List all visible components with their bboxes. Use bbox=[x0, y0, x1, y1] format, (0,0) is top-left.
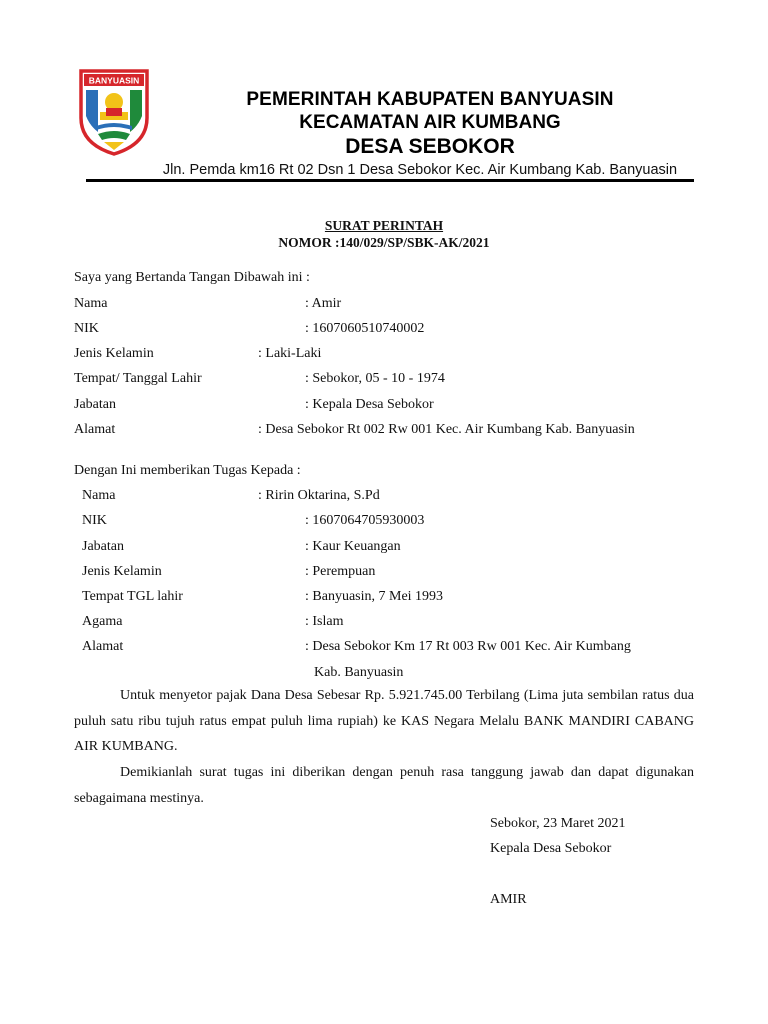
assignee-label-birth: Tempat TGL lahir bbox=[82, 589, 183, 604]
signer-label-gender: Jenis Kelamin bbox=[74, 346, 154, 361]
letterhead bbox=[160, 88, 700, 159]
district-name: KECAMATAN AIR KUMBANG bbox=[299, 112, 561, 133]
assignee-label-position: Jabatan bbox=[82, 539, 124, 554]
assignee-value-name: : Ririn Oktarina, S.Pd bbox=[258, 488, 380, 503]
assignee-value-nik: : 1607064705930003 bbox=[305, 513, 425, 528]
signer-label-position: Jabatan bbox=[74, 397, 116, 412]
assignee-label-address: Alamat bbox=[82, 639, 124, 654]
intro-text: Saya yang Bertanda Tangan Dibawah ini : bbox=[74, 270, 310, 285]
assignee-label-religion: Agama bbox=[82, 614, 123, 629]
body-paragraph-1: Untuk menyetor pajak Dana Desa Sebesar Rp. 5.921.745.00 Terbilang (Lima juta sembilan ratus dua puluh satu ribu tujuh ratus empat puluh lima rupiah) ke KAS Negara Melalu BANK MANDIRI CABANG AIR KUMBANG. bbox=[74, 688, 694, 754]
assignee-label-nik: NIK bbox=[82, 513, 107, 528]
signature-name: AMIR bbox=[490, 892, 527, 907]
letterhead-divider bbox=[86, 179, 694, 182]
signature-place-date: Sebokor, 23 Maret 2021 bbox=[490, 816, 626, 831]
assignee-value-position: : Kaur Keuangan bbox=[305, 539, 401, 554]
body-paragraph-2: Demikianlah surat tugas ini diberikan dengan penuh rasa tanggung jawab dan dapat digunakan sebagaimana mestinya. bbox=[74, 765, 694, 806]
assignee-value-birth: : Banyuasin, 7 Mei 1993 bbox=[305, 589, 444, 604]
signer-label-nik: NIK bbox=[74, 321, 99, 336]
signer-value-position: : Kepala Desa Sebokor bbox=[305, 397, 434, 412]
logo-text: BANYUASIN bbox=[88, 75, 140, 86]
assignee-label-name: Nama bbox=[82, 488, 116, 503]
signer-label-birth: Tempat/ Tanggal Lahir bbox=[74, 371, 202, 386]
signer-value-birth: : Sebokor, 05 - 10 - 1974 bbox=[305, 371, 445, 386]
signer-value-nik: : 1607060510740002 bbox=[305, 321, 425, 336]
letter-title bbox=[0, 218, 768, 234]
assignee-value-religion: : Islam bbox=[305, 614, 344, 629]
government-name: PEMERINTAH KABUPATEN BANYUASIN bbox=[246, 89, 614, 110]
assignee-value-gender: : Perempuan bbox=[305, 564, 376, 579]
assign-intro-text: Dengan Ini memberikan Tugas Kepada : bbox=[74, 463, 301, 478]
signature-position: Kepala Desa Sebokor bbox=[490, 841, 612, 856]
letter-title-text: SURAT PERINTAH bbox=[324, 218, 444, 233]
signer-value-gender: : Laki-Laki bbox=[258, 346, 322, 361]
office-address: Jln. Pemda km16 Rt 02 Dsn 1 Desa Sebokor Kec. Air Kumbang Kab. Banyuasin bbox=[162, 162, 678, 178]
assignee-value-address: : Desa Sebokor Km 17 Rt 003 Rw 001 Kec. Air Kumbang bbox=[305, 639, 631, 654]
assignee-value-address-cont: Kab. Banyuasin bbox=[314, 665, 404, 680]
signer-value-name: : Amir bbox=[305, 296, 342, 311]
regency-logo bbox=[78, 68, 150, 156]
village-name: DESA SEBOKOR bbox=[345, 135, 515, 158]
signer-label-address: Alamat bbox=[74, 422, 116, 437]
signer-value-address: : Desa Sebokor Rt 002 Rw 001 Kec. Air Kumbang Kab. Banyuasin bbox=[258, 422, 635, 437]
assignee-label-gender: Jenis Kelamin bbox=[82, 564, 162, 579]
signer-label-name: Nama bbox=[74, 296, 108, 311]
letter-number: NOMOR :140/029/SP/SBK-AK/2021 bbox=[278, 235, 490, 250]
